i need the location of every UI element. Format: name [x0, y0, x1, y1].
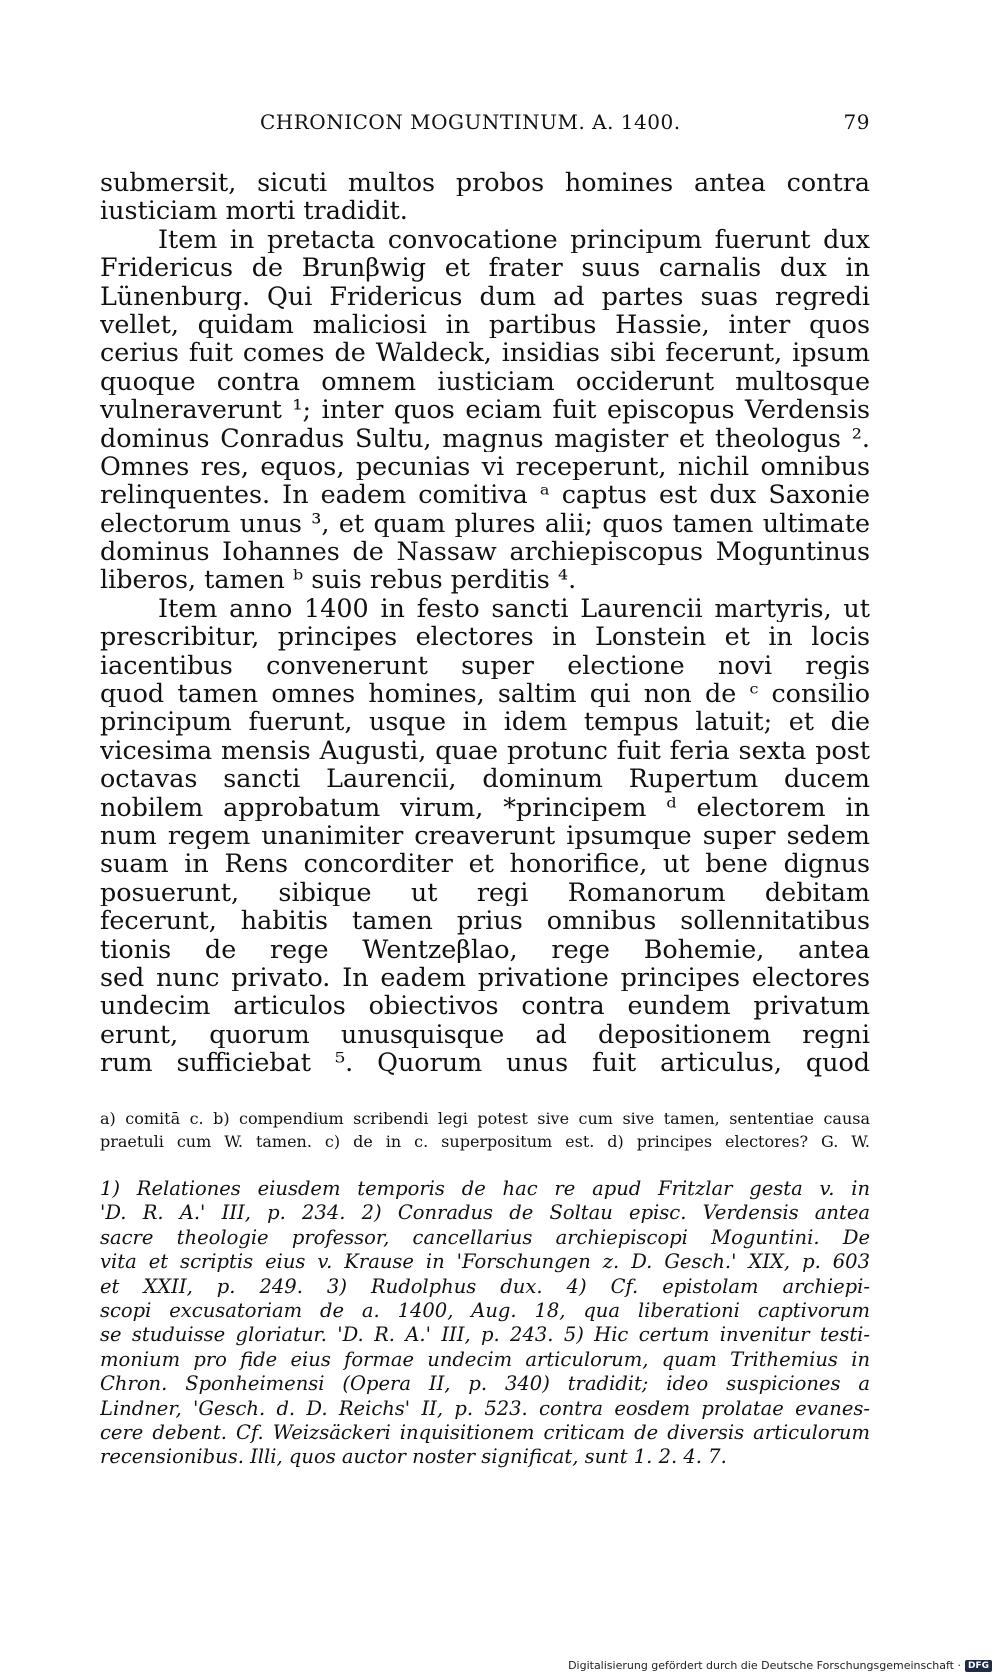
footnote-line: 'D. R. A.' III, p. 234. 2) Conradus de Soltau episc. Verdensis antea	[100, 1201, 870, 1225]
text-line-content: suam in Rens concorditer et honorifice, ut bene dignus	[100, 849, 870, 878]
textual-variants	[100, 1107, 870, 1153]
text-line-content: posuerunt, sibique ut regi Romanorum debitam	[100, 877, 870, 907]
text-line	[100, 282, 870, 310]
text-line-content: dominus Iohannes de Nassaw archiepiscopus Moguntinus	[100, 537, 870, 566]
text-line	[100, 679, 870, 707]
text-line	[100, 793, 870, 821]
running-head	[100, 110, 890, 142]
text-line-content: relinquentes. In eadem comitiva ᵃ captus est dux Saxonie	[100, 480, 870, 509]
text-line	[100, 736, 870, 764]
footnotes	[100, 1177, 870, 1470]
text-line-content: cerius fuit comes de Waldeck, insidias sibi fecerunt, ipsum	[100, 338, 870, 367]
text-line-content: principum fuerunt, usque in idem tempus latuit; et die	[100, 707, 870, 736]
text-line-content: Item in pretacta convocatione principum fuerunt dux	[158, 224, 870, 254]
running-title: CHRONICON MOGUNTINUM. A. 1400.	[260, 110, 681, 134]
page-number: 79	[843, 110, 870, 134]
footnote-line: Lindner, 'Gesch. d. D. Reichs' II, p. 523. contra eosdem prolatae evanes-	[100, 1396, 870, 1420]
text-line	[100, 424, 870, 452]
text-line-content: num regem unanimiter creaverunt ipsumque super sedem	[100, 820, 870, 850]
text-line-content: dominus Conradus Sultu, magnus magister et theologus ².	[100, 423, 870, 452]
text-line	[100, 480, 870, 508]
text-line-content: undecim articulos obiectivos contra eundem privatum	[100, 991, 870, 1020]
text-line	[100, 452, 870, 480]
text-line	[100, 1020, 870, 1048]
text-line	[100, 764, 870, 792]
text-line	[100, 1048, 870, 1076]
text-line	[100, 963, 870, 991]
text-line	[100, 906, 870, 934]
text-line	[100, 935, 870, 963]
dfg-logo: DFG	[965, 1660, 992, 1672]
text-line	[100, 991, 870, 1019]
text-line-content: vellet, quidam maliciosi in partibus Hassie, inter quos	[100, 309, 870, 339]
variant-line: praetuli cum W. tamen. c) de in c. superpositum est. d) principes electores? G. W.	[100, 1132, 870, 1151]
text-line	[100, 338, 870, 366]
variant-line: a) comitā c. b) compendium scribendi legi potest sive cum sive tamen, sententiae causa	[100, 1109, 870, 1128]
text-line	[100, 537, 870, 565]
text-line-content: nobilem approbatum virum, *principem ᵈ electorem in	[100, 792, 870, 821]
text-line-content: Fridericus de Brunβwig et frater suus carnalis dux in	[100, 253, 870, 282]
text-line	[100, 651, 870, 679]
footnote-line: monium pro fide eius formae undecim articulorum, quam Trithemius in	[100, 1347, 870, 1371]
text-line	[100, 849, 870, 877]
text-line	[100, 878, 870, 906]
footnote-line: sacre theologie professor, cancellarius archiepiscopi Moguntini. De	[100, 1225, 870, 1249]
text-line-content: octavas sancti Laurencii, dominum Rupertum ducem	[100, 764, 870, 793]
text-line	[100, 225, 870, 253]
text-line	[100, 707, 870, 735]
footnote-line: vita et scriptis eius v. Krause in 'Forschungen z. D. Gesch.' XIX, p. 603	[100, 1250, 870, 1274]
text-line-content: Item anno 1400 in festo sancti Laurencii martyris, ut	[158, 593, 870, 623]
footnote-line: se studuisse gloriatur. 'D. R. A.' III, p. 243. 5) Hic certum invenitur testi-	[100, 1323, 870, 1347]
text-line-content: quoque contra omnem iusticiam occiderunt multosque	[100, 366, 870, 396]
text-line-content: prescribitur, principes electores in Lonstein et in locis	[100, 622, 870, 651]
footnote-line: recensionibus. Illi, quos auctor noster significat, sunt 1. 2. 4. 7.	[100, 1445, 727, 1469]
text-line-content: rum sufficiebat ⁵. Quorum unus fuit articulus, quod	[100, 1048, 870, 1077]
main-text	[100, 168, 870, 1077]
footnote-line: et XXII, p. 249. 3) Rudolphus dux. 4) Cf. epistolam archiepi-	[100, 1274, 870, 1298]
text-line-content: electorum unus ³, et quam plures alii; quos tamen ultimate	[100, 508, 870, 538]
text-line-content: vicesima mensis Augusti, quae protunc fuit feria sexta post	[100, 735, 870, 765]
text-line	[100, 821, 870, 849]
text-line	[100, 367, 870, 395]
text-line	[100, 310, 870, 338]
text-line-content: quod tamen omnes homines, saltim qui non de ᶜ consilio	[100, 679, 870, 708]
footnote-line: 1) Relationes eiusdem temporis de hac re apud Fritzlar gesta v. in	[100, 1177, 870, 1200]
text-line	[100, 509, 870, 537]
text-line-content: tionis de rege Wentzeβlao, rege Bohemie, antea	[100, 934, 870, 963]
text-line-content: sed nunc privato. In eadem privatione principes electores	[100, 962, 870, 992]
text-line-content: submersit, sicuti multos probos homines antea contra	[100, 168, 870, 197]
text-line	[100, 253, 870, 281]
text-line-content: Lünenburg. Qui Fridericus dum ad partes suas regredi	[100, 281, 870, 310]
text-line	[100, 196, 870, 224]
text-line-content: vulneraverunt ¹; inter quos eciam fuit episcopus Verdensis	[100, 395, 870, 424]
footnote-line: cere debent. Cf. Weizsäckeri inquisitionem criticam de diversis articulorum	[100, 1420, 870, 1444]
text-line	[100, 168, 870, 196]
text-line-content: fecerunt, habitis tamen prius omnibus sollennitatibus	[100, 906, 870, 935]
text-line-content: liberos, tamen ᵇ suis rebus perditis ⁴.	[100, 564, 577, 595]
digitization-credit	[568, 1659, 992, 1672]
text-line-content: iacentibus convenerunt super electione novi regis	[100, 650, 870, 680]
text-line	[100, 395, 870, 423]
text-line-content: iusticiam morti tradidit.	[100, 195, 408, 226]
footnote-line: Chron. Sponheimensi (Opera II, p. 340) tradidit; ideo suspiciones a	[100, 1372, 870, 1396]
credit-text: Digitalisierung gefördert durch die Deutsche Forschungsgemeinschaft ·	[568, 1659, 961, 1672]
text-line	[100, 622, 870, 650]
text-line-content: erunt, quorum unusquisque ad depositionem regni	[100, 1019, 870, 1049]
footnote-line: scopi excusatoriam de a. 1400, Aug. 18, qua liberationi captivorum	[100, 1298, 870, 1322]
text-line-content: Omnes res, equos, pecunias vi receperunt, nichil omnibus	[100, 451, 870, 481]
text-line	[100, 565, 870, 593]
text-line	[100, 594, 870, 622]
